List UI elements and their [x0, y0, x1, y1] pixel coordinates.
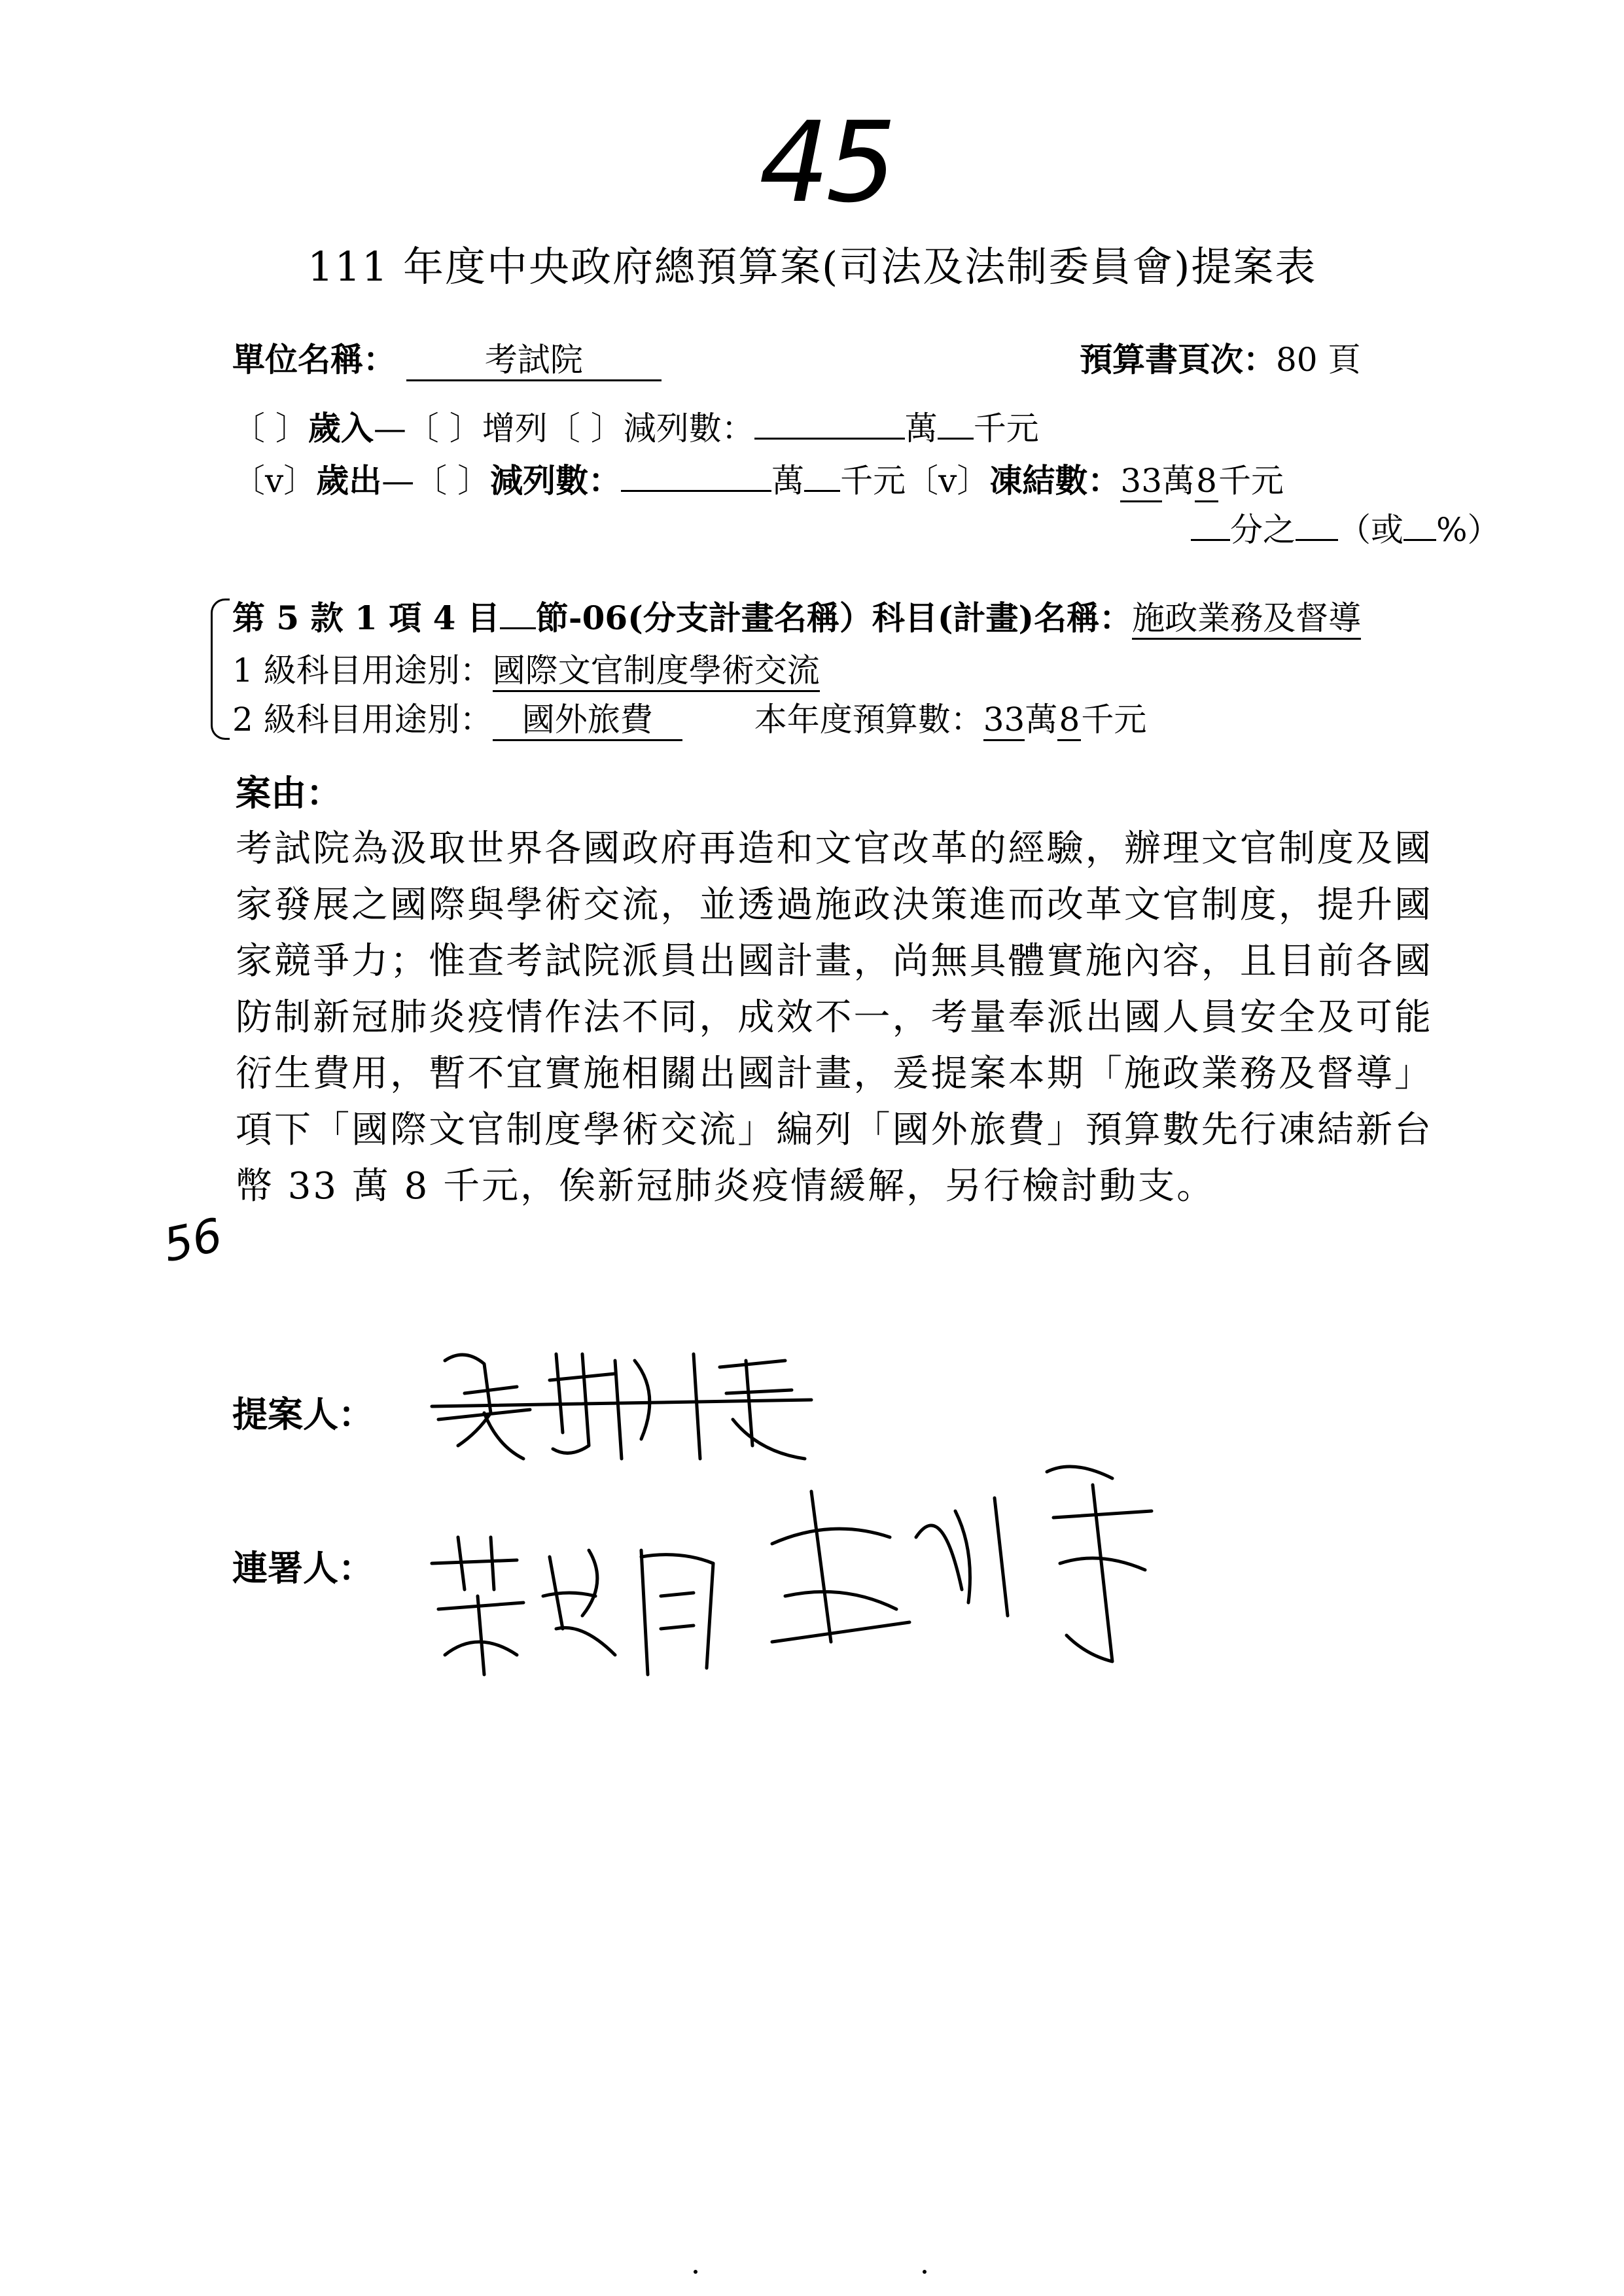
proposer-label: 提案人： [232, 1393, 374, 1435]
freeze-qianyuan: 千元 [1218, 462, 1284, 500]
section-line-2 [232, 644, 820, 692]
exp-decrease-checkbox: 〔 〕 [414, 462, 491, 500]
fraction-denom-blank [1296, 509, 1338, 541]
budget-page-value: 80 頁 [1276, 341, 1361, 379]
exp-wan: 萬 [771, 462, 805, 500]
scan-mark-1 [694, 2270, 697, 2274]
revenue-checkbox: 〔 〕 [232, 409, 308, 447]
page-number-handwritten: 45 [759, 98, 893, 228]
fraction-row [1191, 504, 1500, 551]
section-jie-blank [500, 597, 536, 629]
expenditure-checkbox: 〔v〕 [232, 462, 317, 500]
revenue-wan: 萬 [904, 409, 938, 447]
form-title: 111 年度中央政府總預算案(司法及法制委員會)提案表 [308, 243, 1317, 290]
scan-mark-2 [923, 2270, 927, 2274]
budget-amount-wan: 33 [983, 701, 1025, 741]
freeze-wan: 萬 [1162, 462, 1195, 500]
level2-value: 國外旅費 [493, 701, 682, 741]
section-line-3 [232, 693, 1146, 741]
exp-wan-blank [621, 460, 771, 492]
revenue-qian-blank [938, 408, 974, 440]
budget-page-label: 預算書頁次： [1080, 340, 1276, 379]
expenditure-row [232, 455, 1284, 502]
cosigner-signature-2 [746, 1446, 1178, 1694]
exp-decrease-label: 減列數： [490, 461, 622, 500]
unit-row [232, 334, 662, 381]
percent-blank [1403, 509, 1436, 541]
section-program-name: 施政業務及督導 [1132, 600, 1361, 640]
expenditure-label: 歲出 [316, 461, 382, 500]
revenue-wan-blank [754, 408, 905, 440]
expenditure-dash: — [381, 462, 415, 500]
margin-note-handwritten: 56 [158, 1208, 227, 1273]
budget-qianyuan: 千元 [1081, 701, 1147, 739]
freeze-checkbox: 〔v〕 [906, 462, 990, 500]
budget-wan: 萬 [1025, 701, 1058, 739]
section-kuan-xiang-mu: 第 5 款 1 項 4 目 [232, 599, 500, 637]
budget-amount-qian: 8 [1057, 701, 1081, 741]
fraction-percent: %） [1436, 511, 1500, 549]
fraction-label: 分之 [1230, 511, 1296, 549]
decrease-checkbox: 〔 〕 [547, 409, 624, 447]
freeze-label: 凍結數： [989, 461, 1121, 500]
reason-text: 考試院為汲取世界各國政府再造和文官改革的經驗，辦理文官制度及國家發展之國際與學術交流，並透過施政決策進而改革文官制度，提升國家競爭力；惟查考試院派員出國計畫，尚無具體實施內容，且目前各國防制新冠肺炎疫情作法不同，成效不一，考量奉派出國人員安全及可能衍生費用，暫不宜實施相關出國計畫，爰提案本期「施政業務及督導」項下「國際文官制度學術交流」編列「國外旅費」預算數先行凍結新台幣 33 萬 8 千元，俟新冠肺炎疫情緩解，另行檢討動支。 [236, 827, 1433, 1208]
section-jie-label: 節-06(分支計畫名稱）科目(計畫)名稱： [535, 599, 1133, 637]
freeze-qian-value: 8 [1195, 462, 1218, 502]
fraction-or: （或 [1338, 511, 1403, 549]
decrease-label: 減列數： [623, 409, 754, 447]
unit-value: 考試院 [406, 341, 662, 381]
exp-qian-blank [804, 460, 840, 492]
section-brace [211, 599, 230, 740]
level2-label: 2 級科目用途別： [232, 701, 493, 739]
exp-qianyuan: 千元 [840, 462, 906, 500]
freeze-wan-value: 33 [1120, 462, 1162, 502]
revenue-label: 歲入 [308, 409, 374, 447]
section-line-1 [232, 592, 1361, 640]
revenue-row [232, 402, 1039, 449]
level1-label: 1 級科目用途別： [232, 652, 493, 689]
revenue-dash: — [373, 409, 406, 447]
reason-label: 案由： [236, 772, 342, 814]
fraction-numer-blank [1191, 509, 1230, 541]
increase-label: 增列 [482, 409, 548, 447]
unit-label: 單位名稱： [232, 340, 396, 379]
level1-value: 國際文官制度學術交流 [493, 652, 820, 692]
cosigner-label: 連署人： [232, 1547, 374, 1589]
increase-checkbox: 〔 〕 [406, 409, 482, 447]
revenue-qianyuan: 千元 [973, 409, 1039, 447]
budget-page-row [1080, 334, 1361, 381]
budget-amount-label: 本年度預算數： [754, 701, 983, 739]
cosigner-signature-1 [419, 1524, 726, 1688]
